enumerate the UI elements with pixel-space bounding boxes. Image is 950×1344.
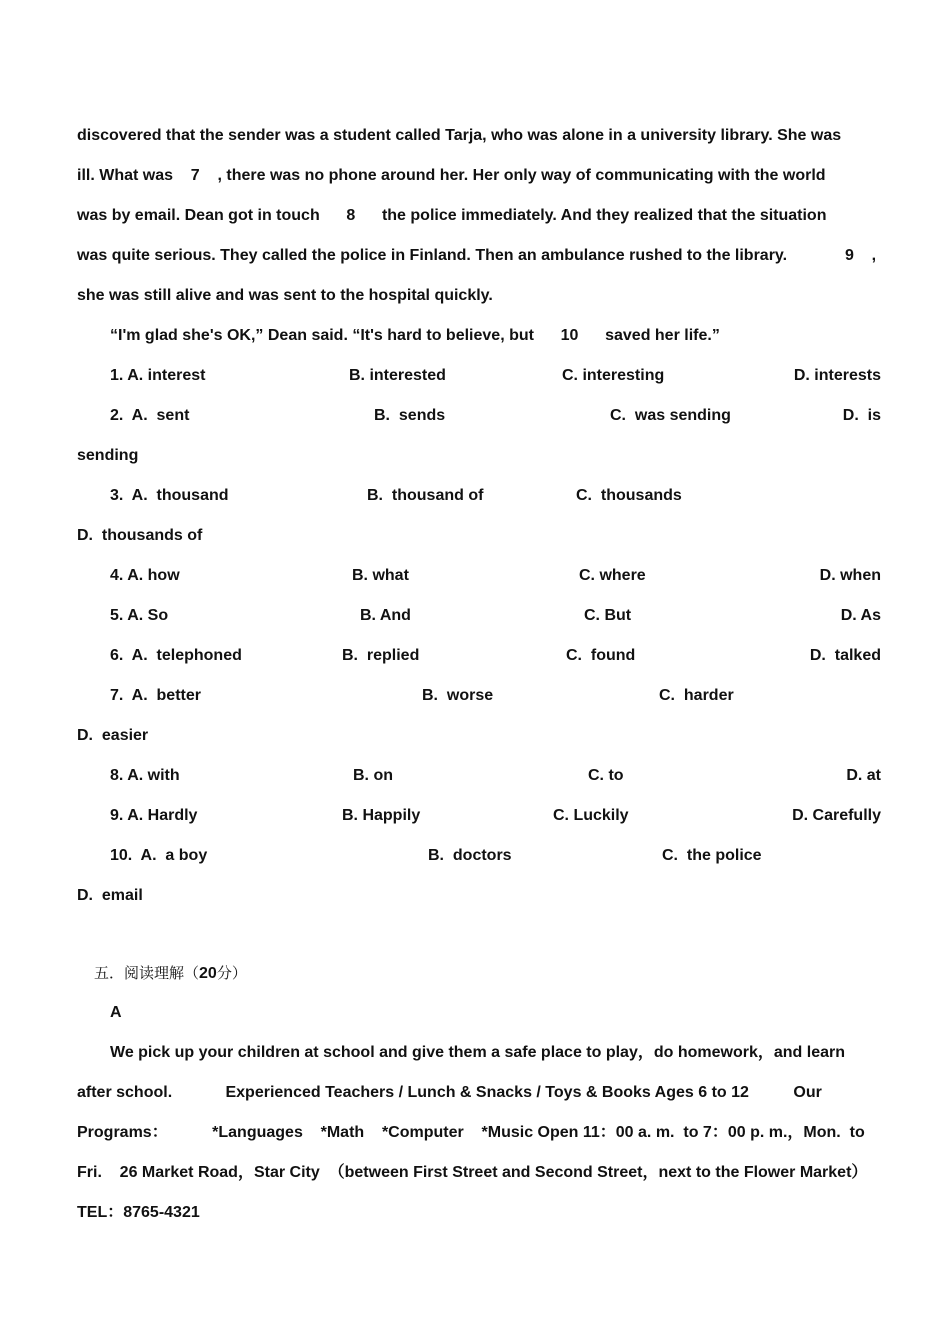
passage-line: was by email. Dean got in touch 8 the police immediately. And they realized that the situation — [77, 207, 827, 224]
passage-line: she was still alive and was sent to the hospital quickly. — [77, 287, 493, 304]
option-a: 5. A. So — [110, 607, 169, 624]
option-a: 4. A. how — [110, 567, 180, 584]
option-a: 6. A. telephoned — [110, 647, 242, 664]
option-d-continuation: sending — [77, 447, 139, 464]
blank-number: 9 , — [845, 247, 877, 264]
section-heading — [94, 963, 247, 984]
option-a: 9. A. Hardly — [110, 807, 198, 824]
option-a: 8. A. with — [110, 767, 180, 784]
passage-line: after school. Experienced Teachers / Lunch & Snacks / Toys & Books Ages 6 to 12 Our — [77, 1084, 822, 1101]
option-a: 1. A. interest — [110, 367, 206, 384]
passage-line: TEL：8765-4321 — [77, 1204, 200, 1221]
option-c: C. Luckily — [553, 807, 629, 824]
heading-prefix: 五．阅读理解（ — [94, 964, 200, 982]
option-c: C. was sending — [610, 407, 731, 424]
option-c: C. But — [584, 607, 632, 624]
option-d: D. talked — [809, 647, 881, 664]
option-d: D. email — [77, 887, 143, 904]
option-b: B. sends — [374, 407, 446, 424]
option-b: B. doctors — [428, 847, 512, 864]
option-b: B. worse — [422, 687, 494, 704]
option-d: D. As — [840, 607, 881, 624]
option-b: B. replied — [342, 647, 420, 664]
passage-line: discovered that the sender was a student called Tarja, who was alone in a university library. She was — [77, 127, 842, 144]
passage-line: was quite serious. They called the police in Finland. Then an ambulance rushed to the library. — [77, 247, 788, 264]
passage-line: Fri. 26 Market Road，Star City （between First Street and Second Street，next to the Flower Market） — [77, 1164, 868, 1181]
option-d: D. Carefully — [792, 807, 881, 824]
option-d: D. thousands of — [77, 527, 203, 544]
part-label: A — [110, 1004, 122, 1021]
option-d: D. is — [842, 407, 881, 424]
passage-line: Programs： *Languages *Math *Computer *Music Open 11：00 a. m. to 7：00 p. m.，Mon. to — [77, 1124, 865, 1141]
option-a: 3. A. thousand — [110, 487, 229, 504]
option-c: C. to — [588, 767, 624, 784]
option-d: D. interests — [793, 367, 881, 384]
option-a: 2. A. sent — [110, 407, 190, 424]
option-d: D. easier — [77, 727, 149, 744]
option-b: B. thousand of — [367, 487, 484, 504]
option-d: D. when — [819, 567, 881, 584]
passage-line: ill. What was 7 , there was no phone around her. Her only way of communicating with the world — [77, 167, 826, 184]
passage-line: We pick up your children at school and give them a safe place to play，do homework，and learn — [110, 1044, 845, 1061]
option-b: B. And — [360, 607, 411, 624]
option-b: B. on — [353, 767, 393, 784]
option-c: C. thousands — [576, 487, 682, 504]
option-d: D. at — [846, 767, 881, 784]
option-c: C. the police — [662, 847, 762, 864]
option-c: C. interesting — [562, 367, 665, 384]
option-c: C. found — [566, 647, 636, 664]
heading-suffix: 分） — [216, 964, 247, 982]
option-a: 7. A. better — [110, 687, 201, 704]
passage-line: “I'm glad she's OK,” Dean said. “It's hard to believe, but 10 saved her life.” — [110, 327, 720, 344]
option-b: B. interested — [349, 367, 446, 384]
heading-score: 20 — [199, 965, 217, 982]
option-c: C. where — [579, 567, 646, 584]
option-b: B. what — [352, 567, 409, 584]
option-a: 10. A. a boy — [110, 847, 208, 864]
option-b: B. Happily — [342, 807, 421, 824]
option-c: C. harder — [659, 687, 734, 704]
